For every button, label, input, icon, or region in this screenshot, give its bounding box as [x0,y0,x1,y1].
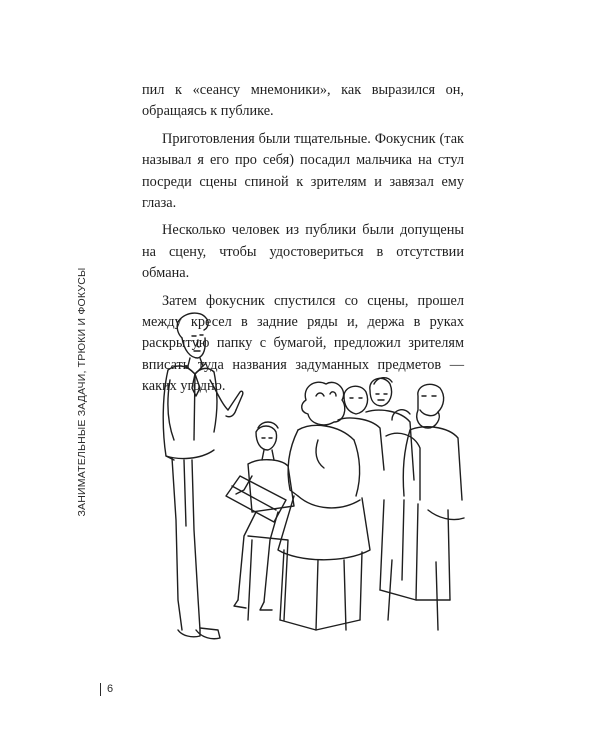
boy-figure [226,422,294,620]
page-number: 6 [107,683,114,695]
audience-back-row [338,378,464,630]
folio-divider [100,683,101,696]
magician-audience-illustration [148,300,478,672]
paragraph: Приготовления были тщательные. Фокусник (так называл я его про себя) посадил мальчика на стул посреди сцены спиной к зрителям и завязал ему глаза. [142,130,464,212]
paragraph: пил к «сеансу мнемоники», как выразился он, обращаясь к публике. [142,82,464,120]
magician-figure [163,313,243,639]
page-folio [100,681,113,697]
paragraph: Несколько человек из публики были допущены на сцену, чтобы удостовериться в отсутствии обмана. [142,222,464,282]
paragraph: Затем фокусник спустился со сцены, прошел между кресел в задние ряды и, держа в руках раскрытую папку с бумагой, предложил зрителям вписать туда названия задуманных предметов — каких угодно. [142,292,464,395]
running-head-text: ЗАНИМАТЕЛЬНЫЕ ЗАДАЧИ, ТРЮКИ И ФОКУСЫ [76,267,88,517]
